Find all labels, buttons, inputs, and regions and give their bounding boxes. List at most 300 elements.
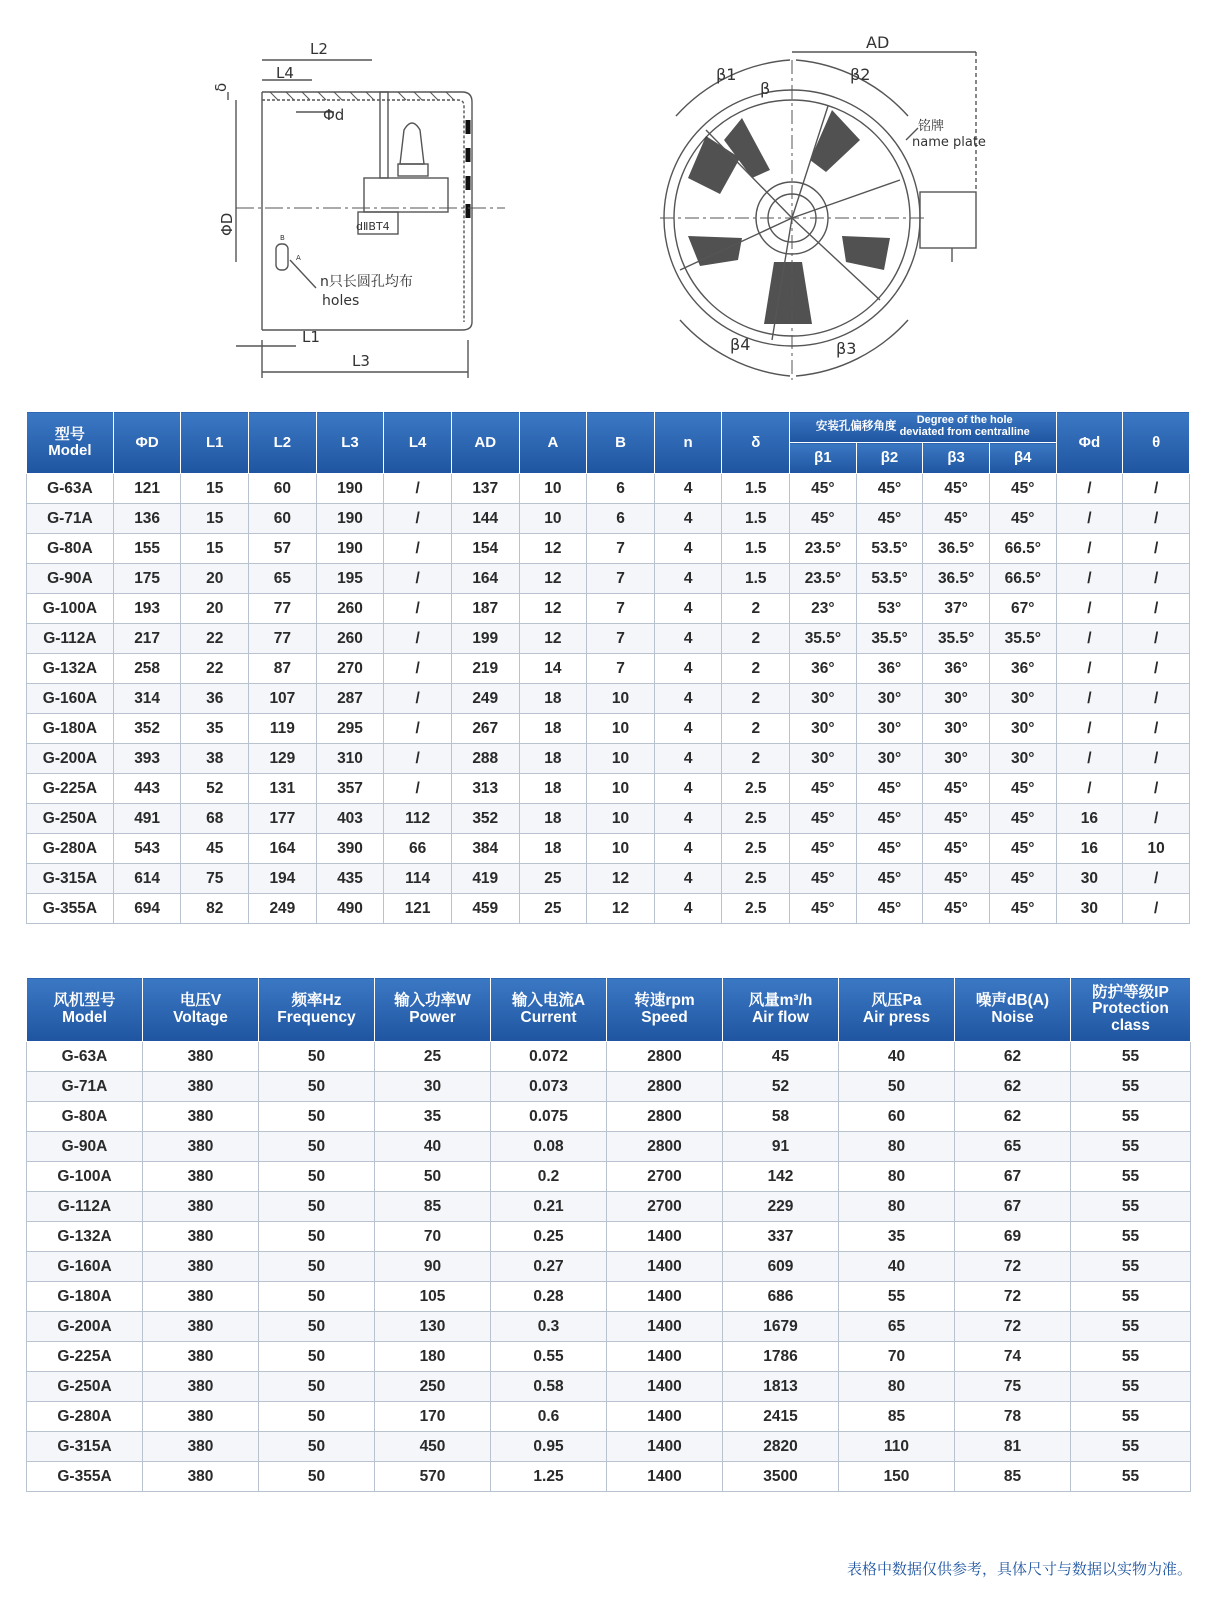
table-row (27, 1372, 1191, 1402)
table-cell: 287 (316, 684, 384, 714)
table-cell: / (384, 534, 452, 564)
table-cell: 0.6 (491, 1402, 607, 1432)
table-cell: 614 (113, 864, 181, 894)
table-cell: / (384, 624, 452, 654)
table-cell: 14 (519, 654, 587, 684)
side-view-labels (212, 40, 413, 370)
table-cell: 45° (923, 894, 990, 924)
model-cell: G-180A (27, 1282, 143, 1312)
table-cell: / (1123, 504, 1190, 534)
table-cell: 72 (955, 1312, 1071, 1342)
table-cell: 4 (654, 624, 722, 654)
table-cell: 0.2 (491, 1162, 607, 1192)
table-cell: 352 (113, 714, 181, 744)
table-cell: 4 (654, 834, 722, 864)
label-beta: β (760, 79, 771, 98)
front-view-drawing (660, 52, 976, 380)
table-cell: 199 (451, 624, 519, 654)
table-cell: 313 (451, 774, 519, 804)
table-cell: 45° (790, 864, 857, 894)
table-cell: 490 (316, 894, 384, 924)
table-cell: 314 (113, 684, 181, 714)
perf-header-cn: 转速rpm (634, 992, 695, 1010)
table-row (27, 1342, 1191, 1372)
table-cell: 295 (316, 714, 384, 744)
table-cell: / (1123, 684, 1190, 714)
table-cell: 0.08 (491, 1132, 607, 1162)
perf-header-6 (723, 978, 839, 1042)
model-cell: G-90A (27, 1132, 143, 1162)
table-cell: 229 (723, 1192, 839, 1222)
table-cell: 380 (143, 1162, 259, 1192)
table-cell: 25 (519, 894, 587, 924)
table-cell: 50 (259, 1372, 375, 1402)
perf-header-0 (27, 978, 143, 1042)
table-cell: / (1123, 804, 1190, 834)
table-cell: 0.55 (491, 1342, 607, 1372)
table-cell: 55 (1071, 1312, 1191, 1342)
table-cell: / (1123, 894, 1190, 924)
perf-header-2 (259, 978, 375, 1042)
table-cell: 4 (654, 774, 722, 804)
table-cell: 288 (451, 744, 519, 774)
label-nameplate-cn: 铭牌 (918, 119, 945, 134)
label-L2: L2 (310, 40, 328, 58)
label-A: A (296, 254, 301, 262)
table-cell: 36° (856, 654, 923, 684)
table-cell: 450 (375, 1432, 491, 1462)
table-cell: 10 (587, 744, 655, 774)
table-cell: 22 (181, 624, 249, 654)
table-cell: 0.075 (491, 1102, 607, 1132)
perf-header-7 (839, 978, 955, 1042)
table-cell: 10 (587, 714, 655, 744)
table-cell: 2.5 (722, 774, 790, 804)
table-cell: 131 (249, 774, 317, 804)
table-row (27, 1252, 1191, 1282)
table-cell: 10 (587, 804, 655, 834)
table-cell: 1.25 (491, 1462, 607, 1492)
table-cell: 18 (519, 684, 587, 714)
table-cell: 4 (654, 654, 722, 684)
table-cell: 50 (259, 1222, 375, 1252)
table-cell: 2700 (607, 1192, 723, 1222)
table-cell: 390 (316, 834, 384, 864)
table-cell: 45° (923, 804, 990, 834)
table-cell: 2800 (607, 1102, 723, 1132)
table-cell: 65 (249, 564, 317, 594)
table-cell: 6 (587, 474, 655, 504)
table-cell: 30° (790, 744, 857, 774)
table-cell: 0.073 (491, 1072, 607, 1102)
table-cell: 18 (519, 774, 587, 804)
table-cell: 23° (790, 594, 857, 624)
label-holes-en: holes (322, 293, 360, 309)
perf-header-en: Air flow (752, 1008, 809, 1026)
table-cell: / (1123, 714, 1190, 744)
table-cell: 180 (375, 1342, 491, 1372)
table-cell: 3500 (723, 1462, 839, 1492)
header-L3: L3 (316, 412, 384, 474)
table-cell: 609 (723, 1252, 839, 1282)
table-cell: 12 (587, 894, 655, 924)
table-cell: 23.5° (790, 564, 857, 594)
table-cell: 7 (587, 534, 655, 564)
table-cell: 686 (723, 1282, 839, 1312)
table-cell: 18 (519, 804, 587, 834)
model-cell: G-100A (27, 1162, 143, 1192)
perf-header-en: Protection (1092, 1000, 1169, 1018)
table-cell: / (384, 774, 452, 804)
header-beta4: β4 (989, 443, 1056, 474)
table-cell: 4 (654, 504, 722, 534)
table-cell: 1.5 (722, 564, 790, 594)
table-cell: 249 (249, 894, 317, 924)
table-cell: 384 (451, 834, 519, 864)
model-cell: G-112A (27, 624, 114, 654)
table-cell: 85 (955, 1462, 1071, 1492)
table-cell: 53° (856, 594, 923, 624)
table-cell: 45° (923, 834, 990, 864)
table-cell: 105 (375, 1282, 491, 1312)
table-cell: 80 (839, 1132, 955, 1162)
table-cell: 45° (790, 834, 857, 864)
model-cell: G-71A (27, 504, 114, 534)
model-cell: G-132A (27, 1222, 143, 1252)
table-cell: 55 (1071, 1102, 1191, 1132)
header-L1: L1 (181, 412, 249, 474)
table-cell: / (1123, 474, 1190, 504)
perf-header-en: Air press (862, 1008, 931, 1026)
label-phi-D: ΦD (218, 212, 236, 236)
model-cell: G-280A (27, 834, 114, 864)
table-cell: 195 (316, 564, 384, 594)
table-cell: / (1123, 624, 1190, 654)
table-cell: 1400 (607, 1372, 723, 1402)
perf-header-en: Model (62, 1008, 107, 1026)
table-cell: 194 (249, 864, 317, 894)
table-cell: 10 (519, 504, 587, 534)
table-cell: 380 (143, 1282, 259, 1312)
table-cell: 144 (451, 504, 519, 534)
label-AD: AD (866, 33, 890, 52)
table-cell: 50 (259, 1342, 375, 1372)
table-cell: 10 (519, 474, 587, 504)
table-cell: 18 (519, 714, 587, 744)
table-row (27, 1162, 1191, 1192)
table-cell: 90 (375, 1252, 491, 1282)
table-cell: 2415 (723, 1402, 839, 1432)
perf-header-en: Frequency (277, 1008, 356, 1026)
table-cell: 35.5° (989, 624, 1056, 654)
table-cell: 45° (790, 774, 857, 804)
table-cell: 7 (587, 654, 655, 684)
table-cell: 2800 (607, 1132, 723, 1162)
model-cell: G-132A (27, 654, 114, 684)
table-cell: 380 (143, 1342, 259, 1372)
table-cell: 55 (1071, 1042, 1191, 1072)
table-cell: 380 (143, 1402, 259, 1432)
table-cell: 4 (654, 864, 722, 894)
label-beta2: β2 (850, 65, 871, 84)
table-cell: 50 (259, 1252, 375, 1282)
table-cell: 15 (181, 474, 249, 504)
table-cell: / (1123, 654, 1190, 684)
table-cell: / (384, 504, 452, 534)
table-cell: 60 (839, 1102, 955, 1132)
table-cell: 193 (113, 594, 181, 624)
table-cell: / (384, 564, 452, 594)
table-row (27, 1432, 1191, 1462)
table-cell: 258 (113, 654, 181, 684)
table-cell: 55 (1071, 1282, 1191, 1312)
table-cell: 0.58 (491, 1372, 607, 1402)
table-row (27, 804, 1190, 834)
table-row (27, 624, 1190, 654)
model-cell: G-80A (27, 534, 114, 564)
table-cell: 45° (923, 774, 990, 804)
table-cell: 55 (1071, 1252, 1191, 1282)
label-phi-d: Φd (323, 106, 345, 124)
table-cell: / (384, 594, 452, 624)
table-row (27, 1312, 1191, 1342)
table-cell: 62 (955, 1042, 1071, 1072)
table-cell: 121 (113, 474, 181, 504)
table-cell: 55 (1071, 1402, 1191, 1432)
footnote: 表格中数据仅供参考，具体尺寸与数据以实物为准。 (846, 1560, 1192, 1578)
table-cell: 10 (587, 684, 655, 714)
table-row (27, 834, 1190, 864)
table-row (27, 774, 1190, 804)
header-model-en: Model (48, 441, 92, 459)
table-cell: 15 (181, 504, 249, 534)
table-cell: 7 (587, 624, 655, 654)
perf-header-8 (955, 978, 1071, 1042)
table-cell: 45° (856, 804, 923, 834)
table-cell: 52 (181, 774, 249, 804)
header-hole-degree (790, 412, 1057, 443)
side-view-drawing (228, 60, 505, 378)
model-cell: G-180A (27, 714, 114, 744)
header-phid: Φd (1056, 412, 1123, 474)
table-row (27, 594, 1190, 624)
table-cell: / (1056, 654, 1123, 684)
table-cell: 50 (259, 1432, 375, 1462)
table-cell: 1400 (607, 1342, 723, 1372)
table-row (27, 1042, 1191, 1072)
table-cell: 4 (654, 534, 722, 564)
table-cell: 67° (989, 594, 1056, 624)
table-cell: 12 (519, 534, 587, 564)
table-cell: 45° (989, 774, 1056, 804)
header-beta2: β2 (856, 443, 923, 474)
table-row (27, 474, 1190, 504)
table-cell: 175 (113, 564, 181, 594)
table-cell: 67 (955, 1162, 1071, 1192)
table-cell: 68 (181, 804, 249, 834)
table-cell: 30 (375, 1072, 491, 1102)
table-cell: / (1056, 744, 1123, 774)
table-cell: / (1123, 534, 1190, 564)
label-beta4: β4 (730, 335, 751, 354)
table-row (27, 1282, 1191, 1312)
table-cell: / (384, 474, 452, 504)
table-cell: 380 (143, 1432, 259, 1462)
table-cell: 30° (790, 684, 857, 714)
table-cell: 36.5° (923, 564, 990, 594)
table-cell: 78 (955, 1402, 1071, 1432)
table-cell: / (1056, 684, 1123, 714)
table-cell: 30° (856, 684, 923, 714)
table-cell: 55 (1071, 1222, 1191, 1252)
table-cell: 357 (316, 774, 384, 804)
table-cell: 2.5 (722, 894, 790, 924)
table-cell: 570 (375, 1462, 491, 1492)
table-cell: 30° (856, 744, 923, 774)
table-cell: 114 (384, 864, 452, 894)
table-cell: 142 (723, 1162, 839, 1192)
table-cell: 177 (249, 804, 317, 834)
table-cell: 380 (143, 1132, 259, 1162)
table-cell: 12 (587, 864, 655, 894)
table-cell: 45° (856, 474, 923, 504)
table-cell: 267 (451, 714, 519, 744)
table-cell: 2 (722, 624, 790, 654)
table-row (27, 714, 1190, 744)
label-L1: L1 (302, 328, 320, 346)
table-cell: 35 (839, 1222, 955, 1252)
perf-header-en: Speed (641, 1008, 688, 1026)
performance-table-header (27, 978, 1191, 1042)
table-cell: 50 (259, 1042, 375, 1072)
table-cell: 30° (923, 744, 990, 774)
table-cell: 12 (519, 564, 587, 594)
table-cell: 45° (989, 894, 1056, 924)
table-cell: 50 (259, 1132, 375, 1162)
table-cell: / (1056, 534, 1123, 564)
table-cell: 1400 (607, 1222, 723, 1252)
table-cell: 155 (113, 534, 181, 564)
table-cell: 16 (1056, 804, 1123, 834)
table-cell: 50 (259, 1462, 375, 1492)
performance-table (26, 977, 1191, 1492)
table-row (27, 564, 1190, 594)
table-cell: 0.21 (491, 1192, 607, 1222)
table-cell: 150 (839, 1462, 955, 1492)
table-cell: 4 (654, 594, 722, 624)
table-cell: 380 (143, 1072, 259, 1102)
header-n: n (654, 412, 722, 474)
table-cell: 380 (143, 1462, 259, 1492)
model-cell: G-280A (27, 1402, 143, 1432)
label-L3: L3 (352, 352, 370, 370)
table-cell: 36° (989, 654, 1056, 684)
table-row (27, 1222, 1191, 1252)
table-cell: 2.5 (722, 834, 790, 864)
table-cell: 50 (259, 1282, 375, 1312)
table-cell: 55 (1071, 1072, 1191, 1102)
table-row (27, 1402, 1191, 1432)
table-cell: 2 (722, 714, 790, 744)
table-cell: 1679 (723, 1312, 839, 1342)
table-cell: / (384, 744, 452, 774)
table-row (27, 534, 1190, 564)
header-hole-degree-en1: Degree of the hole (916, 414, 1013, 427)
table-cell: 164 (451, 564, 519, 594)
table-cell: / (384, 684, 452, 714)
table-cell: 10 (1123, 834, 1190, 864)
table-cell: 45 (181, 834, 249, 864)
perf-header-cn: 防护等级IP (1092, 984, 1169, 1002)
table-cell: 1786 (723, 1342, 839, 1372)
table-cell: 2700 (607, 1162, 723, 1192)
table-cell: / (1056, 474, 1123, 504)
table-cell: 107 (249, 684, 317, 714)
table-cell: 154 (451, 534, 519, 564)
table-cell: 136 (113, 504, 181, 534)
table-cell: / (1123, 744, 1190, 774)
table-cell: 30° (989, 714, 1056, 744)
table-cell: 45° (923, 474, 990, 504)
table-cell: 45° (989, 864, 1056, 894)
table-cell: 69 (955, 1222, 1071, 1252)
dimension-table-body (27, 474, 1190, 924)
table-cell: 30° (923, 714, 990, 744)
table-cell: 20 (181, 564, 249, 594)
table-cell: 60 (249, 474, 317, 504)
model-cell: G-250A (27, 1372, 143, 1402)
table-cell: 12 (519, 624, 587, 654)
table-cell: 37° (923, 594, 990, 624)
table-cell: 0.25 (491, 1222, 607, 1252)
table-cell: / (384, 654, 452, 684)
header-beta1: β1 (790, 443, 857, 474)
table-cell: 190 (316, 534, 384, 564)
table-cell: 491 (113, 804, 181, 834)
table-cell: 72 (955, 1282, 1071, 1312)
model-cell: G-355A (27, 894, 114, 924)
model-cell: G-225A (27, 774, 114, 804)
table-row (27, 654, 1190, 684)
table-cell: 4 (654, 894, 722, 924)
model-cell: G-80A (27, 1102, 143, 1132)
table-cell: 45° (856, 864, 923, 894)
table-cell: 380 (143, 1042, 259, 1072)
table-cell: 45 (723, 1042, 839, 1072)
table-cell: 45° (856, 834, 923, 864)
table-cell: 36° (923, 654, 990, 684)
table-cell: 380 (143, 1222, 259, 1252)
table-cell: 0.3 (491, 1312, 607, 1342)
table-cell: 4 (654, 564, 722, 594)
table-cell: 50 (259, 1402, 375, 1432)
table-cell: 1.5 (722, 534, 790, 564)
table-cell: 35.5° (790, 624, 857, 654)
table-cell: / (1123, 774, 1190, 804)
header-L2: L2 (249, 412, 317, 474)
table-cell: 45° (856, 504, 923, 534)
table-cell: 50 (259, 1192, 375, 1222)
table-cell: 0.95 (491, 1432, 607, 1462)
table-cell: / (1123, 564, 1190, 594)
table-cell: 2800 (607, 1072, 723, 1102)
model-cell: G-63A (27, 474, 114, 504)
front-view-labels (716, 33, 986, 358)
table-cell: 7 (587, 564, 655, 594)
table-cell: / (1056, 564, 1123, 594)
table-cell: 10 (587, 774, 655, 804)
table-cell: / (1123, 594, 1190, 624)
